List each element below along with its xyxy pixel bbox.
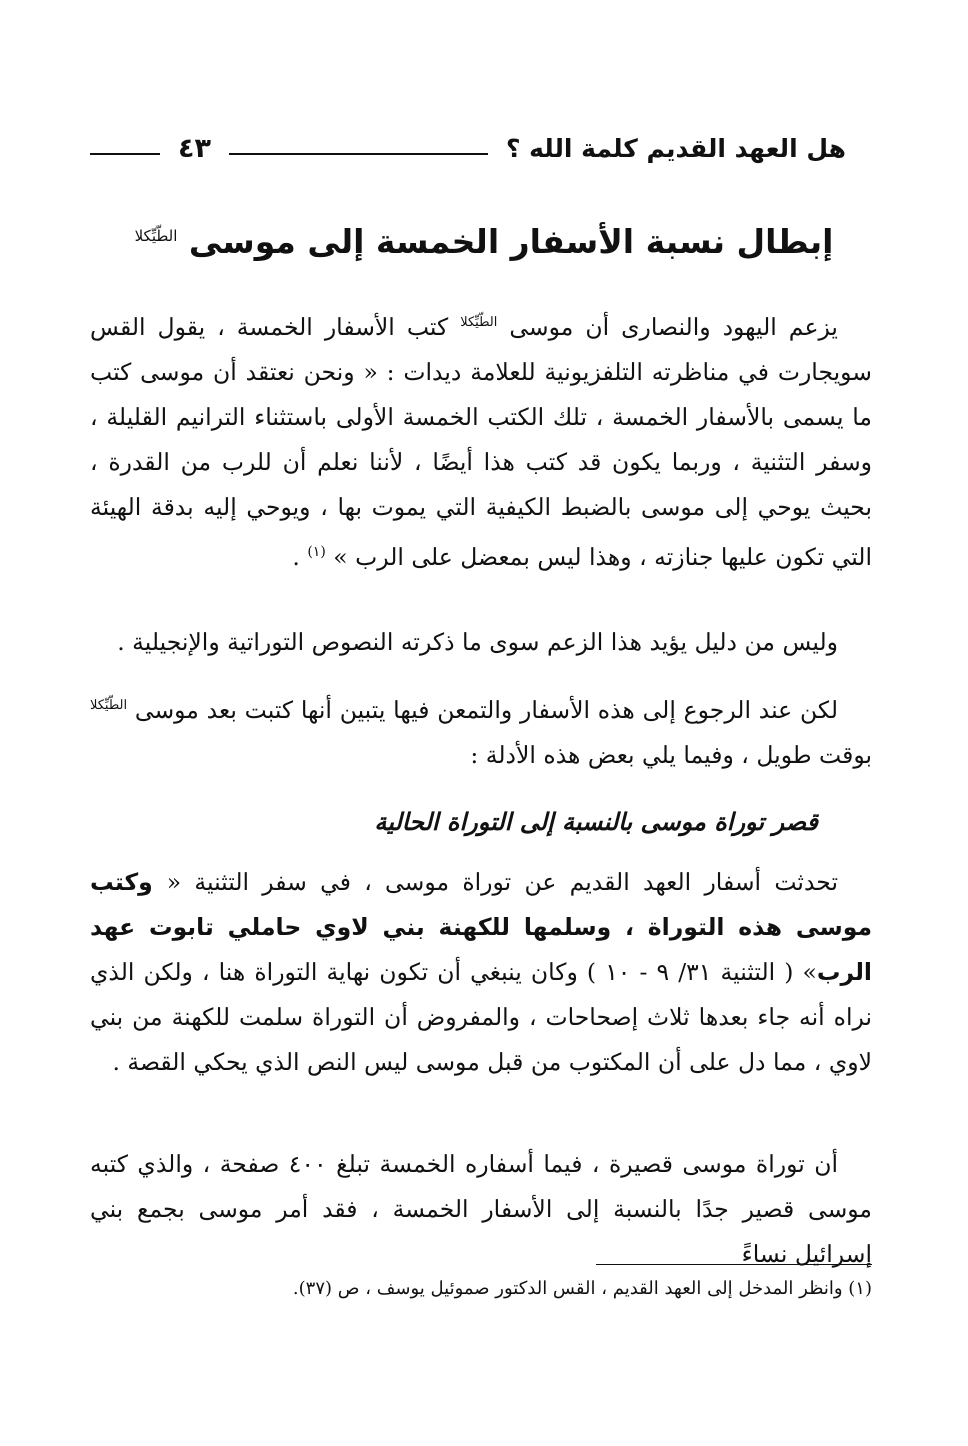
header-rule (229, 153, 488, 155)
paragraph-3 (90, 683, 872, 778)
honorific-mark: الطّيِّكلا (134, 227, 178, 245)
paragraph-1 (90, 300, 872, 580)
body-text-bottom (90, 860, 872, 1085)
paragraph-2: وليس من دليل يؤيد هذا الزعم سوى ما ذكرته النصوص التوراتية والإنجيلية . (117, 628, 838, 656)
body-text-mid-2 (90, 683, 872, 778)
header-rule-short (90, 153, 160, 155)
paragraph-1-part-b: كتب الأسفار الخمسة ، يقول القس سويجارت في مناظرته التلفزيونية للعلامة ديدات : « ونحن نعتقد أن موسى كتب ما يسمى بالأسفار الخمسة ، تلك الكتب الخمسة الأولى باستثناء الترانيم القليلة ، وسفر التثنية ، وربما يكون قد كتب هذا أيضًا ، لأننا نعلم أن للرب من القدرة ، بحيث يوحي إلى موسى بالضبط الكيفية التي يموت بها ، ويوحي إليه بدقة الهيئة التي تكون عليها جنازته ، وهذا ليس بمعضل على الرب » (90, 312, 872, 571)
subheading: قصر توراة موسى بالنسبة إلى التوراة الحالية (374, 808, 818, 836)
paragraph-1-part-a: يزعم اليهود والنصارى أن موسى (509, 312, 838, 341)
paragraph-4-part-b: » ( التثنية ٣١/ ٩ - ١٠ ) وكان ينبغي أن تكون نهاية التوراة هنا ، ولكن الذي نراه أنه جاء بعدها ثلاث إصحاحات ، والمفروض أن التوراة سلمت للكهنة من بني لاوي ، مما دل على أن المكتوب من قبل موسى ليس النص الذي يحكي القصة . (90, 958, 872, 1076)
section-heading (100, 222, 868, 261)
paragraph-4 (90, 860, 872, 1085)
honorific-inline: الطّيِّكلا (90, 698, 128, 713)
paragraph-1-end: . (292, 542, 308, 571)
page-number: ٤٣ (178, 132, 211, 164)
footnote: (١) وانظر المدخل إلى العهد القديم ، القس الدكتور صموئيل يوسف ، ص (٣٧). (292, 1278, 872, 1299)
running-title: هل العهد القديم كلمة الله ؟ (505, 133, 846, 163)
paragraph-3-part-a: لكن عند الرجوع إلى هذه الأسفار والتمعن فيها يتبين أنها كتبت بعد موسى (134, 695, 838, 724)
paragraph-3-part-b: بوقت طويل ، وفيما يلي بعض هذه الأدلة : (470, 740, 872, 769)
body-text-mid (90, 620, 872, 665)
paragraph-4-part-a: تحدثت أسفار العهد القديم عن توراة موسى ، في سفر التثنية « (166, 868, 838, 896)
paragraph-5: أن توراة موسى قصيرة ، فيما أسفاره الخمسة تبلغ ٤٠٠ صفحة ، والذي كتبه موسى قصير جدًا بالنسبة إلى الأسفار الخمسة ، فقد أمر موسى بجمع بني إسرائيل نساءً (90, 1150, 872, 1268)
footnote-ref: (١) (307, 543, 326, 560)
honorific-inline: الطّيِّكلا (460, 315, 498, 330)
body-text-last (90, 1142, 872, 1277)
section-heading-text: إبطال نسبة الأسفار الخمسة إلى موسى (188, 222, 834, 261)
footnote-rule (596, 1264, 872, 1265)
running-header (90, 128, 846, 168)
body-text-top (90, 300, 872, 580)
quoted-verse: وكتب موسى هذه التوراة ، وسلمها للكهنة بني لاوي حاملي تابوت عهد الرب (90, 868, 872, 986)
